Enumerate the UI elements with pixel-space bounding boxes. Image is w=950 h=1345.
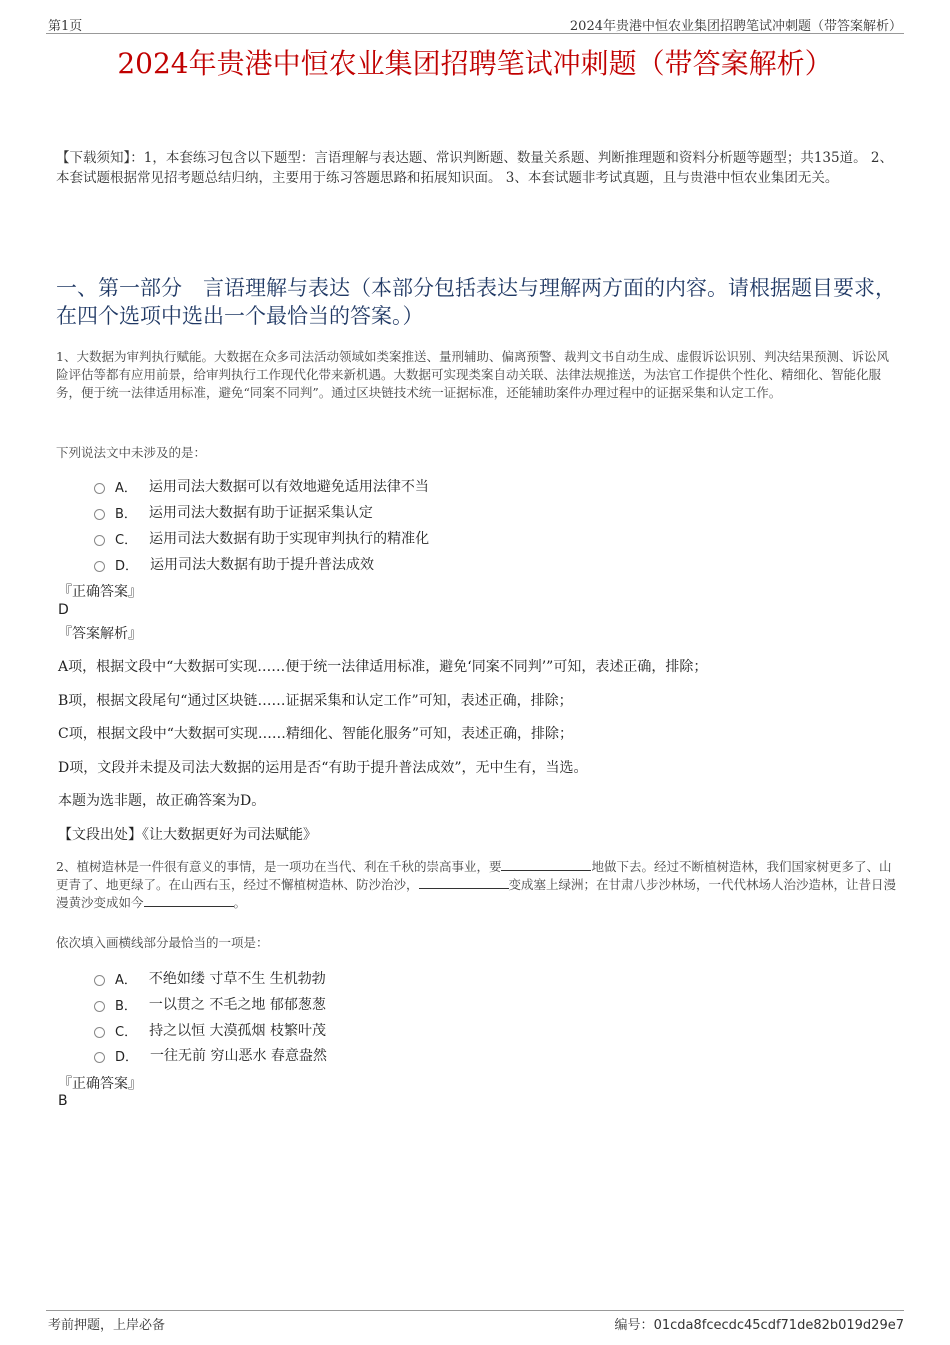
q1-analysis-conclusion: 本题为选非题，故正确答案为D。 bbox=[58, 793, 266, 809]
q2-answer: B bbox=[58, 1093, 68, 1109]
question-1-text: 1、大数据为审判执行赋能。大数据在众多司法活动领域如类案推送、量刑辅助、偏离预警、裁判文书自动生成、虚假诉讼识别、判决结果预测、诉讼风险评估等都有应用前景，给审判执行工作现代化带来新机遇。大数据可实现类案自动关联、法律法规推送，为法官工作提供个性化、精细化、智能化服务，便于统一法律适用标准，避免“同案不同判”。通过区块链技术统一证据标准，还能辅助案件办理过程中的证据采集和认定工作。 bbox=[56, 349, 889, 400]
question-2-prompt: 依次填入画横线部分最恰当的一项是： bbox=[56, 935, 269, 950]
radio-button-icon[interactable] bbox=[94, 561, 105, 572]
q1-analysis-d: D项，文段并未提及司法大数据的运用是否“有助于提升普法成效”，无中生有，当选。 bbox=[58, 760, 588, 776]
footer-code-value: 01cda8fcecdc45cdf71de82b019d29e7 bbox=[653, 1318, 904, 1333]
q2-option-c[interactable]: C． 持之以恒 大漠孤烟 枝繁叶茂 bbox=[94, 1019, 326, 1041]
q2-option-d[interactable]: D． 一往无前 穷山恶水 春意盎然 bbox=[94, 1044, 327, 1066]
footer-slogan: 考前押题，上岸必备 bbox=[48, 1318, 166, 1333]
header-divider bbox=[46, 33, 904, 34]
radio-button-icon[interactable] bbox=[94, 535, 105, 546]
q1-option-b[interactable]: B． 运用司法大数据有助于证据采集认定 bbox=[94, 501, 373, 523]
page-number: 第1页 bbox=[48, 19, 83, 34]
radio-button-icon[interactable] bbox=[94, 1027, 105, 1038]
radio-button-icon[interactable] bbox=[94, 483, 105, 494]
q1-option-d[interactable]: D． 运用司法大数据有助于提升普法成效 bbox=[94, 553, 374, 575]
footer-code-label: 编号： bbox=[614, 1318, 654, 1333]
q1-analysis-c: C项，根据文段中“大数据可实现……精细化、智能化服务”可知，表述正确，排除； bbox=[58, 726, 574, 742]
page-title: 2024年贵港中恒农业集团招聘笔试冲刺题（带答案解析） bbox=[117, 47, 833, 80]
fill-blank bbox=[144, 894, 234, 907]
q2-option-a[interactable]: A． 不绝如缕 寸草不生 生机勃勃 bbox=[94, 967, 326, 989]
radio-button-icon[interactable] bbox=[94, 509, 105, 520]
q1-analysis-heading: 『答案解析』 bbox=[58, 626, 142, 642]
q1-analysis-b: B项，根据文段尾句“通过区块链……证据采集和认定工作”可知，表述正确，排除； bbox=[58, 693, 573, 709]
q1-analysis-a: A项，根据文段中“大数据可实现……便于统一法律适用标准，避免‘同案不同判’”可知，表述正确，排除； bbox=[58, 659, 708, 675]
fill-blank bbox=[501, 858, 591, 871]
q2-option-b[interactable]: B． 一以贯之 不毛之地 郁郁葱葱 bbox=[94, 993, 326, 1015]
q1-option-a[interactable]: A． 运用司法大数据可以有效地避免适用法律不当 bbox=[94, 475, 429, 497]
header-doc-title: 2024年贵港中恒农业集团招聘笔试冲刺题（带答案解析） bbox=[569, 19, 902, 34]
fill-blank bbox=[419, 876, 509, 889]
q1-answer-heading: 『正确答案』 bbox=[58, 584, 142, 600]
section-heading: 一、第一部分 言语理解与表达（本部分包括表达与理解两方面的内容。请根据题目要求，在四个选项中选出一个最恰当的答案。） bbox=[56, 276, 896, 328]
footer-code bbox=[615, 1314, 904, 1333]
radio-button-icon[interactable] bbox=[94, 1052, 105, 1063]
question-2-text: 2、植树造林是一件很有意义的事情，是一项功在当代、利在千秋的崇高事业，要 地做下去。经过不断植树造林，我们国家树更多了、山更青了、地更绿了。在山西右玉，经过不懈植树造林、防沙治沙， 变成塞上绿洲；在甘肃八步沙林场，一代代林场人治沙造林，让昔日漫漫黄沙变成如今 。 bbox=[56, 859, 897, 910]
q1-option-c[interactable]: C． 运用司法大数据有助于实现审判执行的精准化 bbox=[94, 527, 429, 549]
q2-answer-heading: 『正确答案』 bbox=[58, 1076, 142, 1092]
q1-answer: D bbox=[58, 602, 69, 618]
download-notice: 【下载须知】：1，本套练习包含以下题型：言语理解与表达题、常识判断题、数量关系题、判断推理题和资料分析题等题型；共135道。 2、本套试题根据常见招考题总结归纳，主要用于练习答题思路和拓展知识面。 3、本套试题非考试真题，且与贵港中恒农业集团无关。 bbox=[56, 150, 893, 186]
radio-button-icon[interactable] bbox=[94, 975, 105, 986]
footer-divider bbox=[46, 1310, 904, 1311]
question-1-prompt: 下列说法文中未涉及的是： bbox=[56, 445, 207, 460]
q1-source: 【文段出处】《让大数据更好为司法赋能》 bbox=[58, 827, 317, 843]
radio-button-icon[interactable] bbox=[94, 1001, 105, 1012]
